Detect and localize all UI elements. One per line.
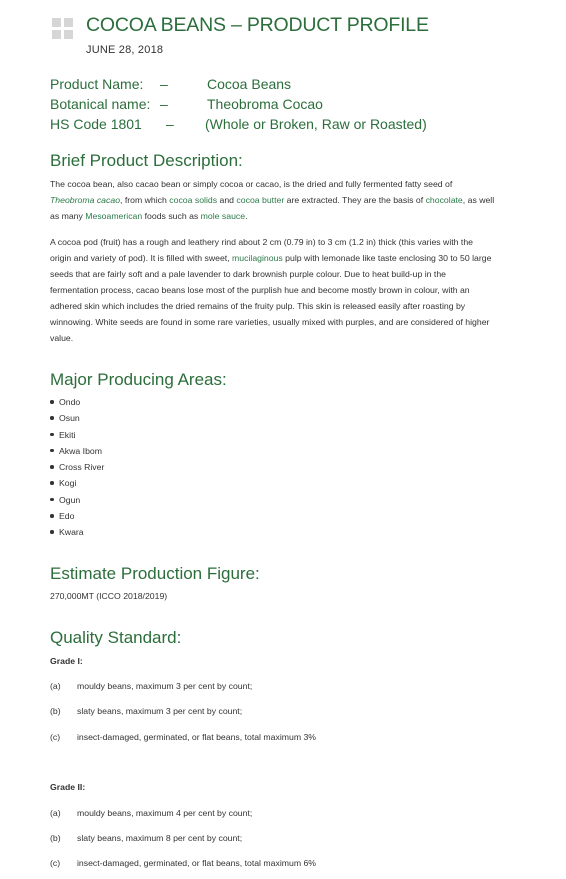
- list-item-label: Kogi: [59, 478, 77, 489]
- profile-value: (Whole or Broken, Raw or Roasted): [205, 116, 427, 132]
- section-heading-areas: Major Producing Areas:: [50, 370, 227, 389]
- list-item-label: Osun: [59, 413, 80, 424]
- text-span: A cocoa pod (fruit) has a rough and leathery rind about 2 cm (0.79 in) to 3 cm (1.2 in) thick (this varies with the origin and variety of pod). It is filled with sweet,: [50, 237, 473, 263]
- bullet-icon: [50, 498, 54, 502]
- bullet-icon: [50, 530, 54, 534]
- text-span: , as well as many: [50, 195, 495, 221]
- item-marker: (b): [50, 706, 61, 716]
- text-span: , from which: [120, 195, 170, 205]
- profile-label: HS Code 1801: [50, 116, 142, 132]
- list-item: [59, 394, 104, 410]
- production-figure: 270,000MT (ICCO 2018/2019): [50, 591, 168, 601]
- list-item-label: Ondo: [59, 397, 81, 407]
- item-marker: (c): [50, 732, 61, 742]
- link-mole-sauce[interactable]: mole sauce: [200, 211, 246, 221]
- list-item: [59, 475, 104, 491]
- bullet-icon: [50, 465, 54, 469]
- producing-areas-list: [50, 394, 104, 541]
- grade-2-label: Grade II:: [50, 782, 86, 792]
- item-marker: (a): [50, 681, 61, 691]
- link-theobroma-cacao[interactable]: Theobroma cacao: [50, 195, 121, 205]
- item-text: insect-damaged, germinated, or flat beans, total maximum 6%: [77, 858, 317, 868]
- list-item: [59, 524, 104, 540]
- list-item-label: Cross River: [59, 462, 105, 473]
- item-marker: (a): [50, 808, 61, 818]
- link-mesoamerican[interactable]: Mesoamerican: [85, 211, 143, 221]
- text-span: The cocoa bean, also cacao bean or simply cocoa or cacao, is the dried and fully fermented fatty seed of: [50, 179, 453, 189]
- list-item: [59, 427, 104, 443]
- link-cocoa-butter[interactable]: cocoa butter: [236, 195, 285, 205]
- section-heading-production: Estimate Production Figure:: [50, 564, 260, 583]
- grade-1-label: Grade I:: [50, 656, 83, 666]
- bullet-icon: [50, 449, 54, 453]
- bullet-icon: [50, 481, 54, 485]
- grid-icon: [52, 18, 74, 40]
- item-marker: (c): [50, 858, 61, 868]
- list-item-label: Ekiti: [59, 429, 76, 440]
- item-text: mouldy beans, maximum 3 per cent by count;: [77, 681, 253, 691]
- item-text: slaty beans, maximum 8 per cent by count;: [77, 833, 243, 843]
- section-heading-quality: Quality Standard:: [50, 628, 182, 647]
- list-item-label: Ogun: [59, 494, 81, 505]
- item-text: mouldy beans, maximum 4 per cent by count;: [77, 808, 253, 818]
- bullet-icon: [50, 400, 54, 404]
- list-item: [59, 492, 104, 508]
- description-paragraph-1: [50, 176, 496, 224]
- profile-value: Theobroma Cocao: [207, 96, 323, 112]
- description-paragraph-2: [50, 234, 496, 346]
- item-text: insect-damaged, germinated, or flat beans, total maximum 3%: [77, 732, 317, 742]
- profile-separator: –: [160, 96, 168, 112]
- text-span: and: [217, 195, 237, 205]
- list-item-label: Akwa Ibom: [59, 445, 102, 456]
- link-cocoa-solids[interactable]: cocoa solids: [169, 195, 218, 205]
- list-item-label: Edo: [59, 511, 75, 522]
- profile-separator: –: [166, 116, 174, 132]
- link-chocolate[interactable]: chocolate: [425, 195, 463, 205]
- profile-label: Botanical name:: [50, 96, 151, 112]
- list-item: [59, 459, 104, 475]
- text-span: are extracted. They are the basis of: [284, 195, 426, 205]
- item-text: slaty beans, maximum 3 per cent by count;: [77, 706, 243, 716]
- bullet-icon: [50, 433, 54, 437]
- bullet-icon: [50, 416, 54, 420]
- bullet-icon: [50, 514, 54, 518]
- list-item: [59, 508, 104, 524]
- section-heading-description: Brief Product Description:: [50, 151, 243, 170]
- list-item: [59, 410, 104, 426]
- profile-label: Product Name:: [50, 76, 144, 92]
- profile-value: Cocoa Beans: [207, 76, 292, 92]
- profile-separator: –: [160, 76, 168, 92]
- link-mucilaginous[interactable]: mucilaginous: [232, 253, 283, 263]
- page-title: COCOA BEANS – PRODUCT PROFILE: [86, 14, 429, 36]
- text-span: pulp with lemonade like taste enclosing 30 to 50 large seeds that are fairly soft and a pale lavender to dark brownish purple colour. Due to heat build-up in the fermentation process, cacao beans lose most of the purplish hue and become mostly brown in colour, with an adhered skin which includes the dried remains of the fruity pulp. This skin is released easily after roasting by winnowing. White seeds are found in some rare varieties, usually mixed with purples, and are considered of higher value.: [50, 253, 492, 343]
- post-date: JUNE 28, 2018: [86, 44, 164, 56]
- list-item-label: Kwara: [59, 527, 84, 538]
- text-span: foods such as: [142, 211, 201, 221]
- item-marker: (b): [50, 833, 61, 843]
- text-span: .: [245, 211, 248, 221]
- list-item: [59, 443, 104, 459]
